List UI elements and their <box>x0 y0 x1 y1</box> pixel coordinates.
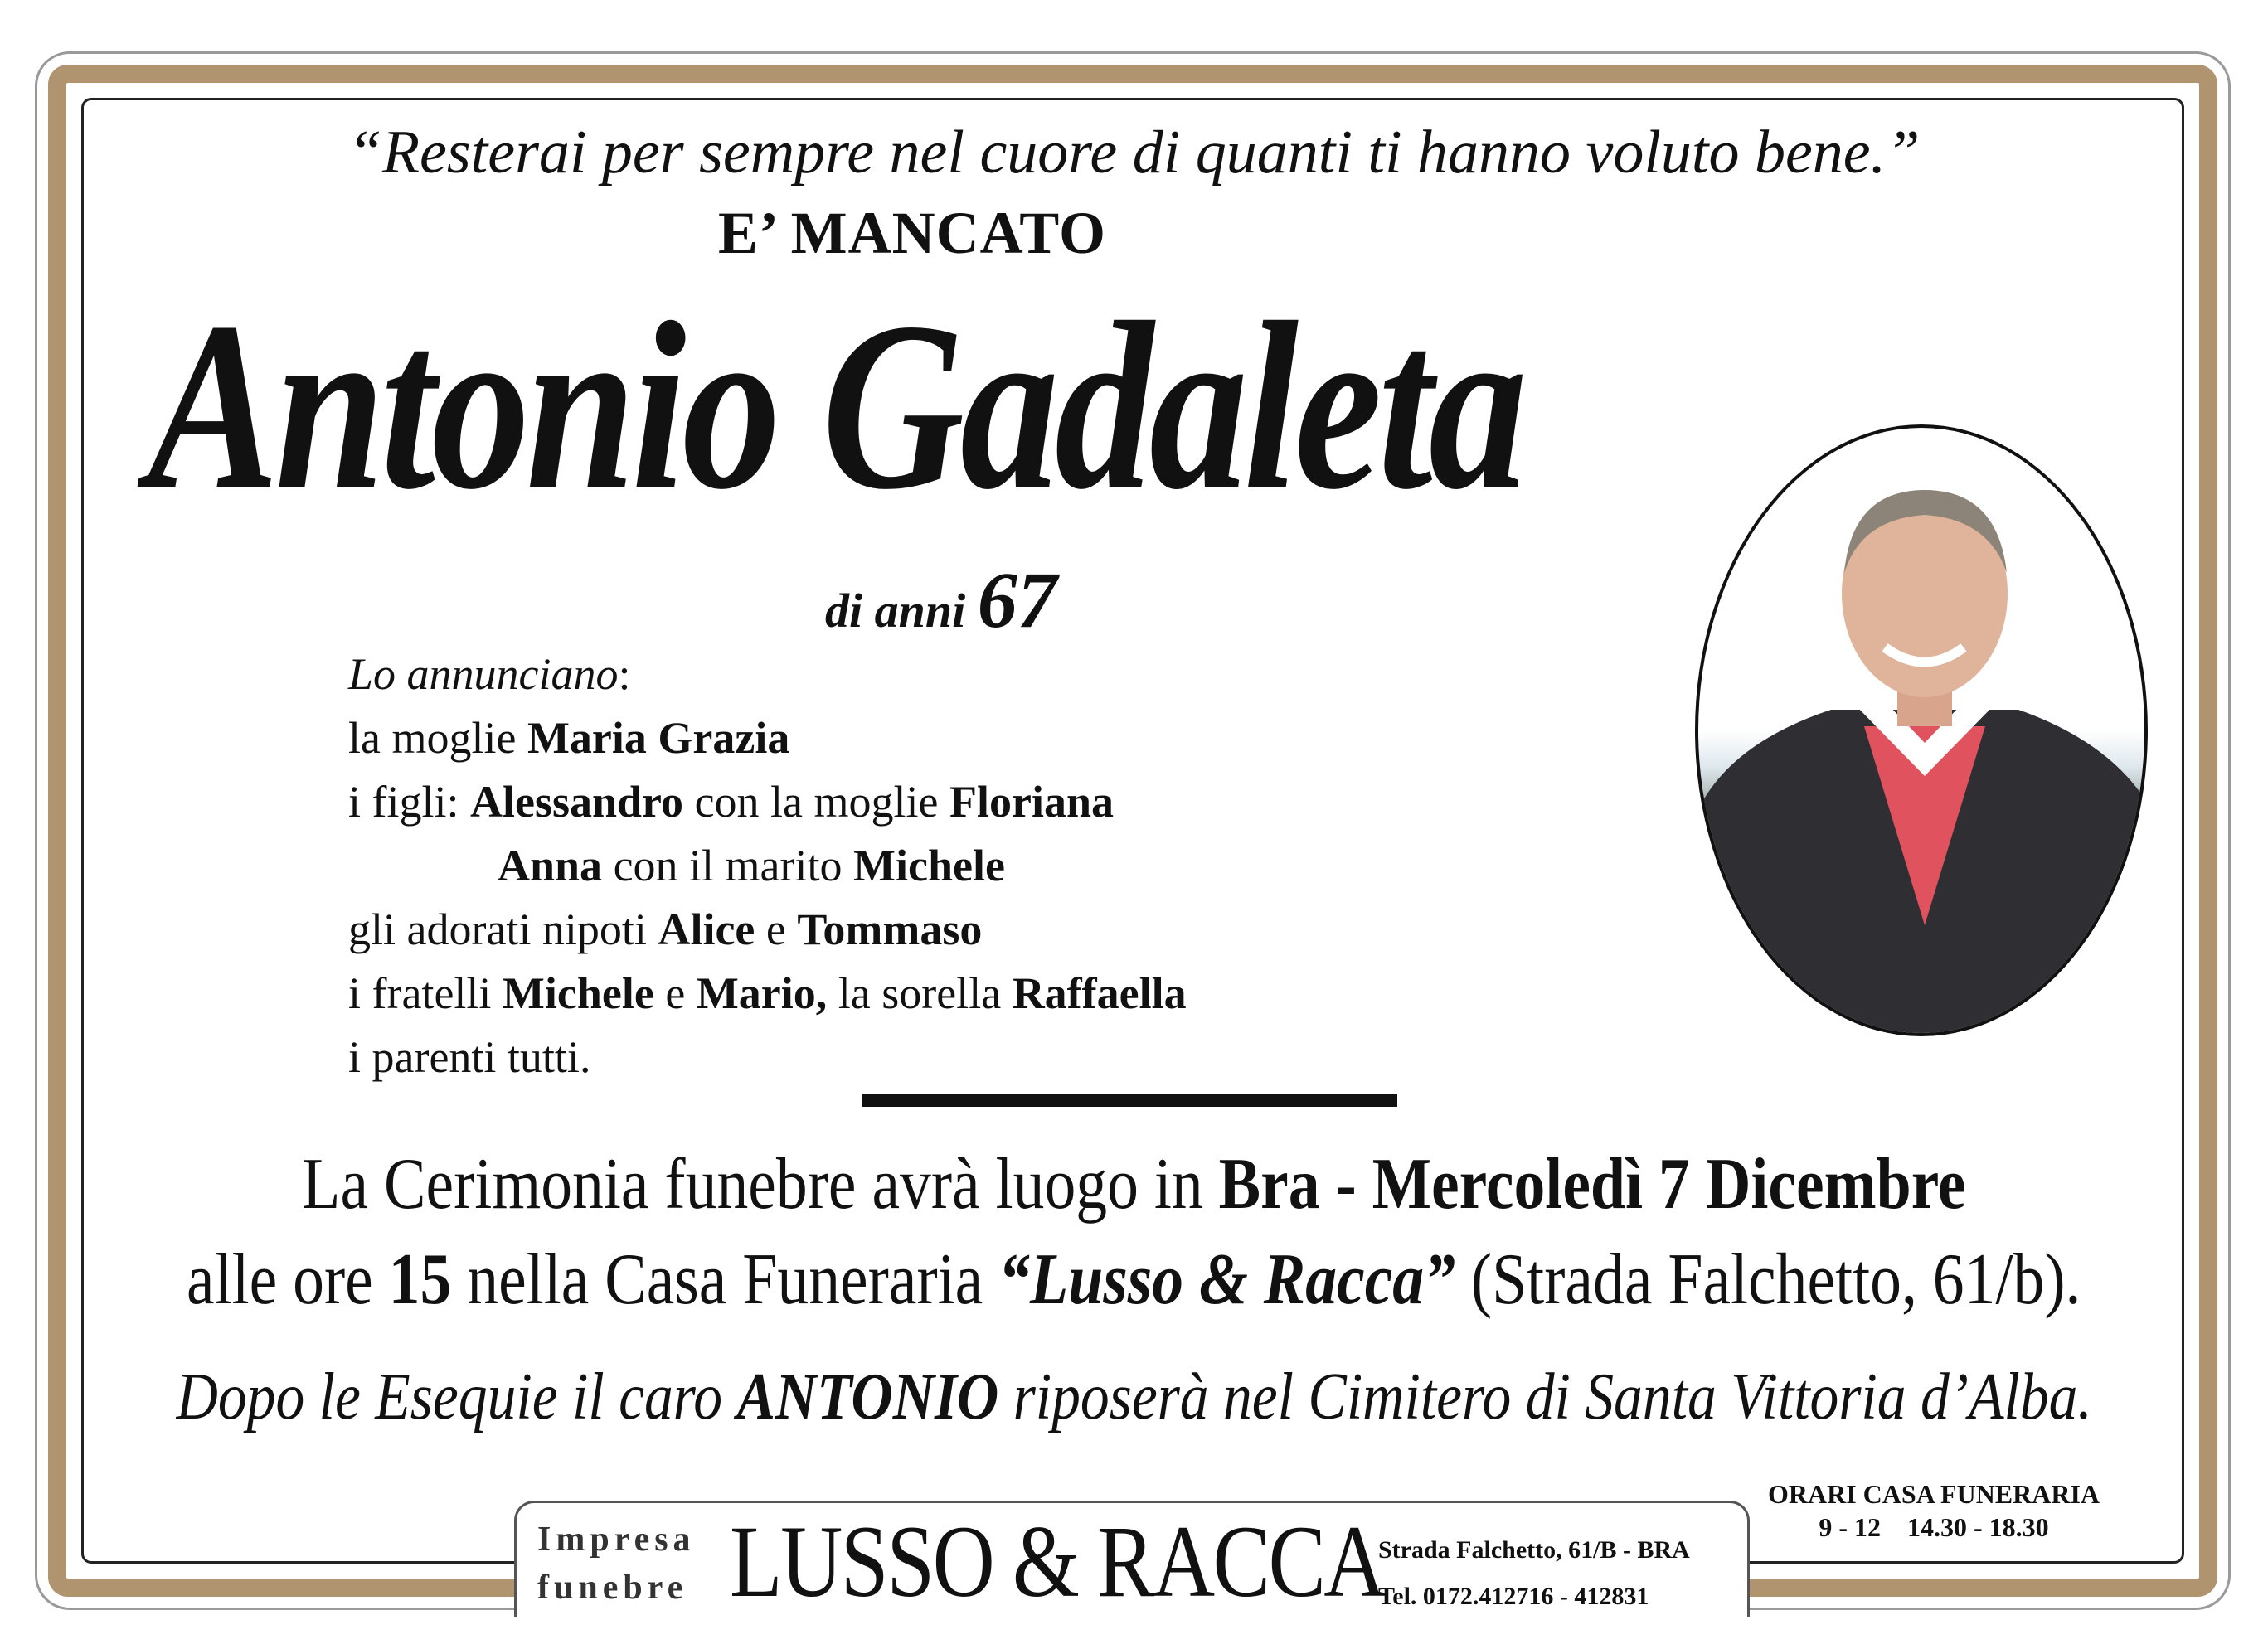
announce-title-line: Lo annunciano: <box>348 649 631 699</box>
impresa-label: Impresa funebre <box>537 1520 696 1607</box>
hours-title: ORARI CASA FUNERARIA <box>1768 1479 2100 1509</box>
funeral-home-name: “Lusso & Racca” <box>998 1239 1456 1320</box>
age-value: 67 <box>977 555 1057 644</box>
address: Strada Falchetto, 61/B - BRA <box>1378 1536 1690 1564</box>
heading-mancato: E’ MANCATO <box>718 200 1106 266</box>
deceased-name: Antonio Gadaleta <box>148 273 1523 539</box>
funeral-home-hours <box>1768 1477 2100 1544</box>
funeral-home-contact <box>1378 1527 1690 1620</box>
wife-name: Maria Grazia <box>527 713 790 763</box>
wife-line: la moglie Maria Grazia <box>348 713 790 763</box>
announcement-block <box>348 643 1187 1089</box>
ceremony-time: 15 <box>388 1239 452 1320</box>
ceremony-line-1: La Cerimonia funebre avrà luogo in Bra - Mercoledì 7 Dicembre <box>302 1144 1966 1225</box>
relatives-line: i parenti tutti. <box>348 1032 591 1082</box>
grandchildren-line: gli adorati nipoti Alice e Tommaso <box>348 905 983 954</box>
age-label: di anni <box>825 584 966 638</box>
portrait-photo <box>1695 424 2148 1036</box>
daughter-line: Anna con il marito Michele <box>498 841 1005 890</box>
announce-title: Lo annunciano <box>348 649 619 699</box>
siblings-line: i fratelli Michele e Mario, la sorella Raffaella <box>348 968 1187 1018</box>
phone: Tel. 0172.412716 - 412831 <box>1378 1583 1649 1610</box>
memorial-quote: “Resterai per sempre nel cuore di quanti ti hanno voluto bene.” <box>347 119 1921 187</box>
burial-line: Dopo le Esequie il caro ANTONIO riposerà nel Cimitero di Santa Vittoria d’Alba. <box>176 1360 2092 1433</box>
ceremony-line-2: alle ore 15 nella Casa Funeraria “Lusso & Racca” (Strada Falchetto, 61/b). <box>187 1239 2081 1320</box>
ceremony-date: Bra - Mercoledì 7 Dicembre <box>1218 1144 1966 1225</box>
age-line <box>825 554 1057 646</box>
funeral-home-logo: LUSSO & RACCA <box>730 1505 1385 1618</box>
hours-value: 9 - 12 14.30 - 18.30 <box>1819 1512 2049 1542</box>
section-divider <box>862 1094 1397 1107</box>
portrait-figure <box>1698 428 2148 1036</box>
children-line: i figli: Alessandro con la moglie Floriana <box>348 777 1114 827</box>
